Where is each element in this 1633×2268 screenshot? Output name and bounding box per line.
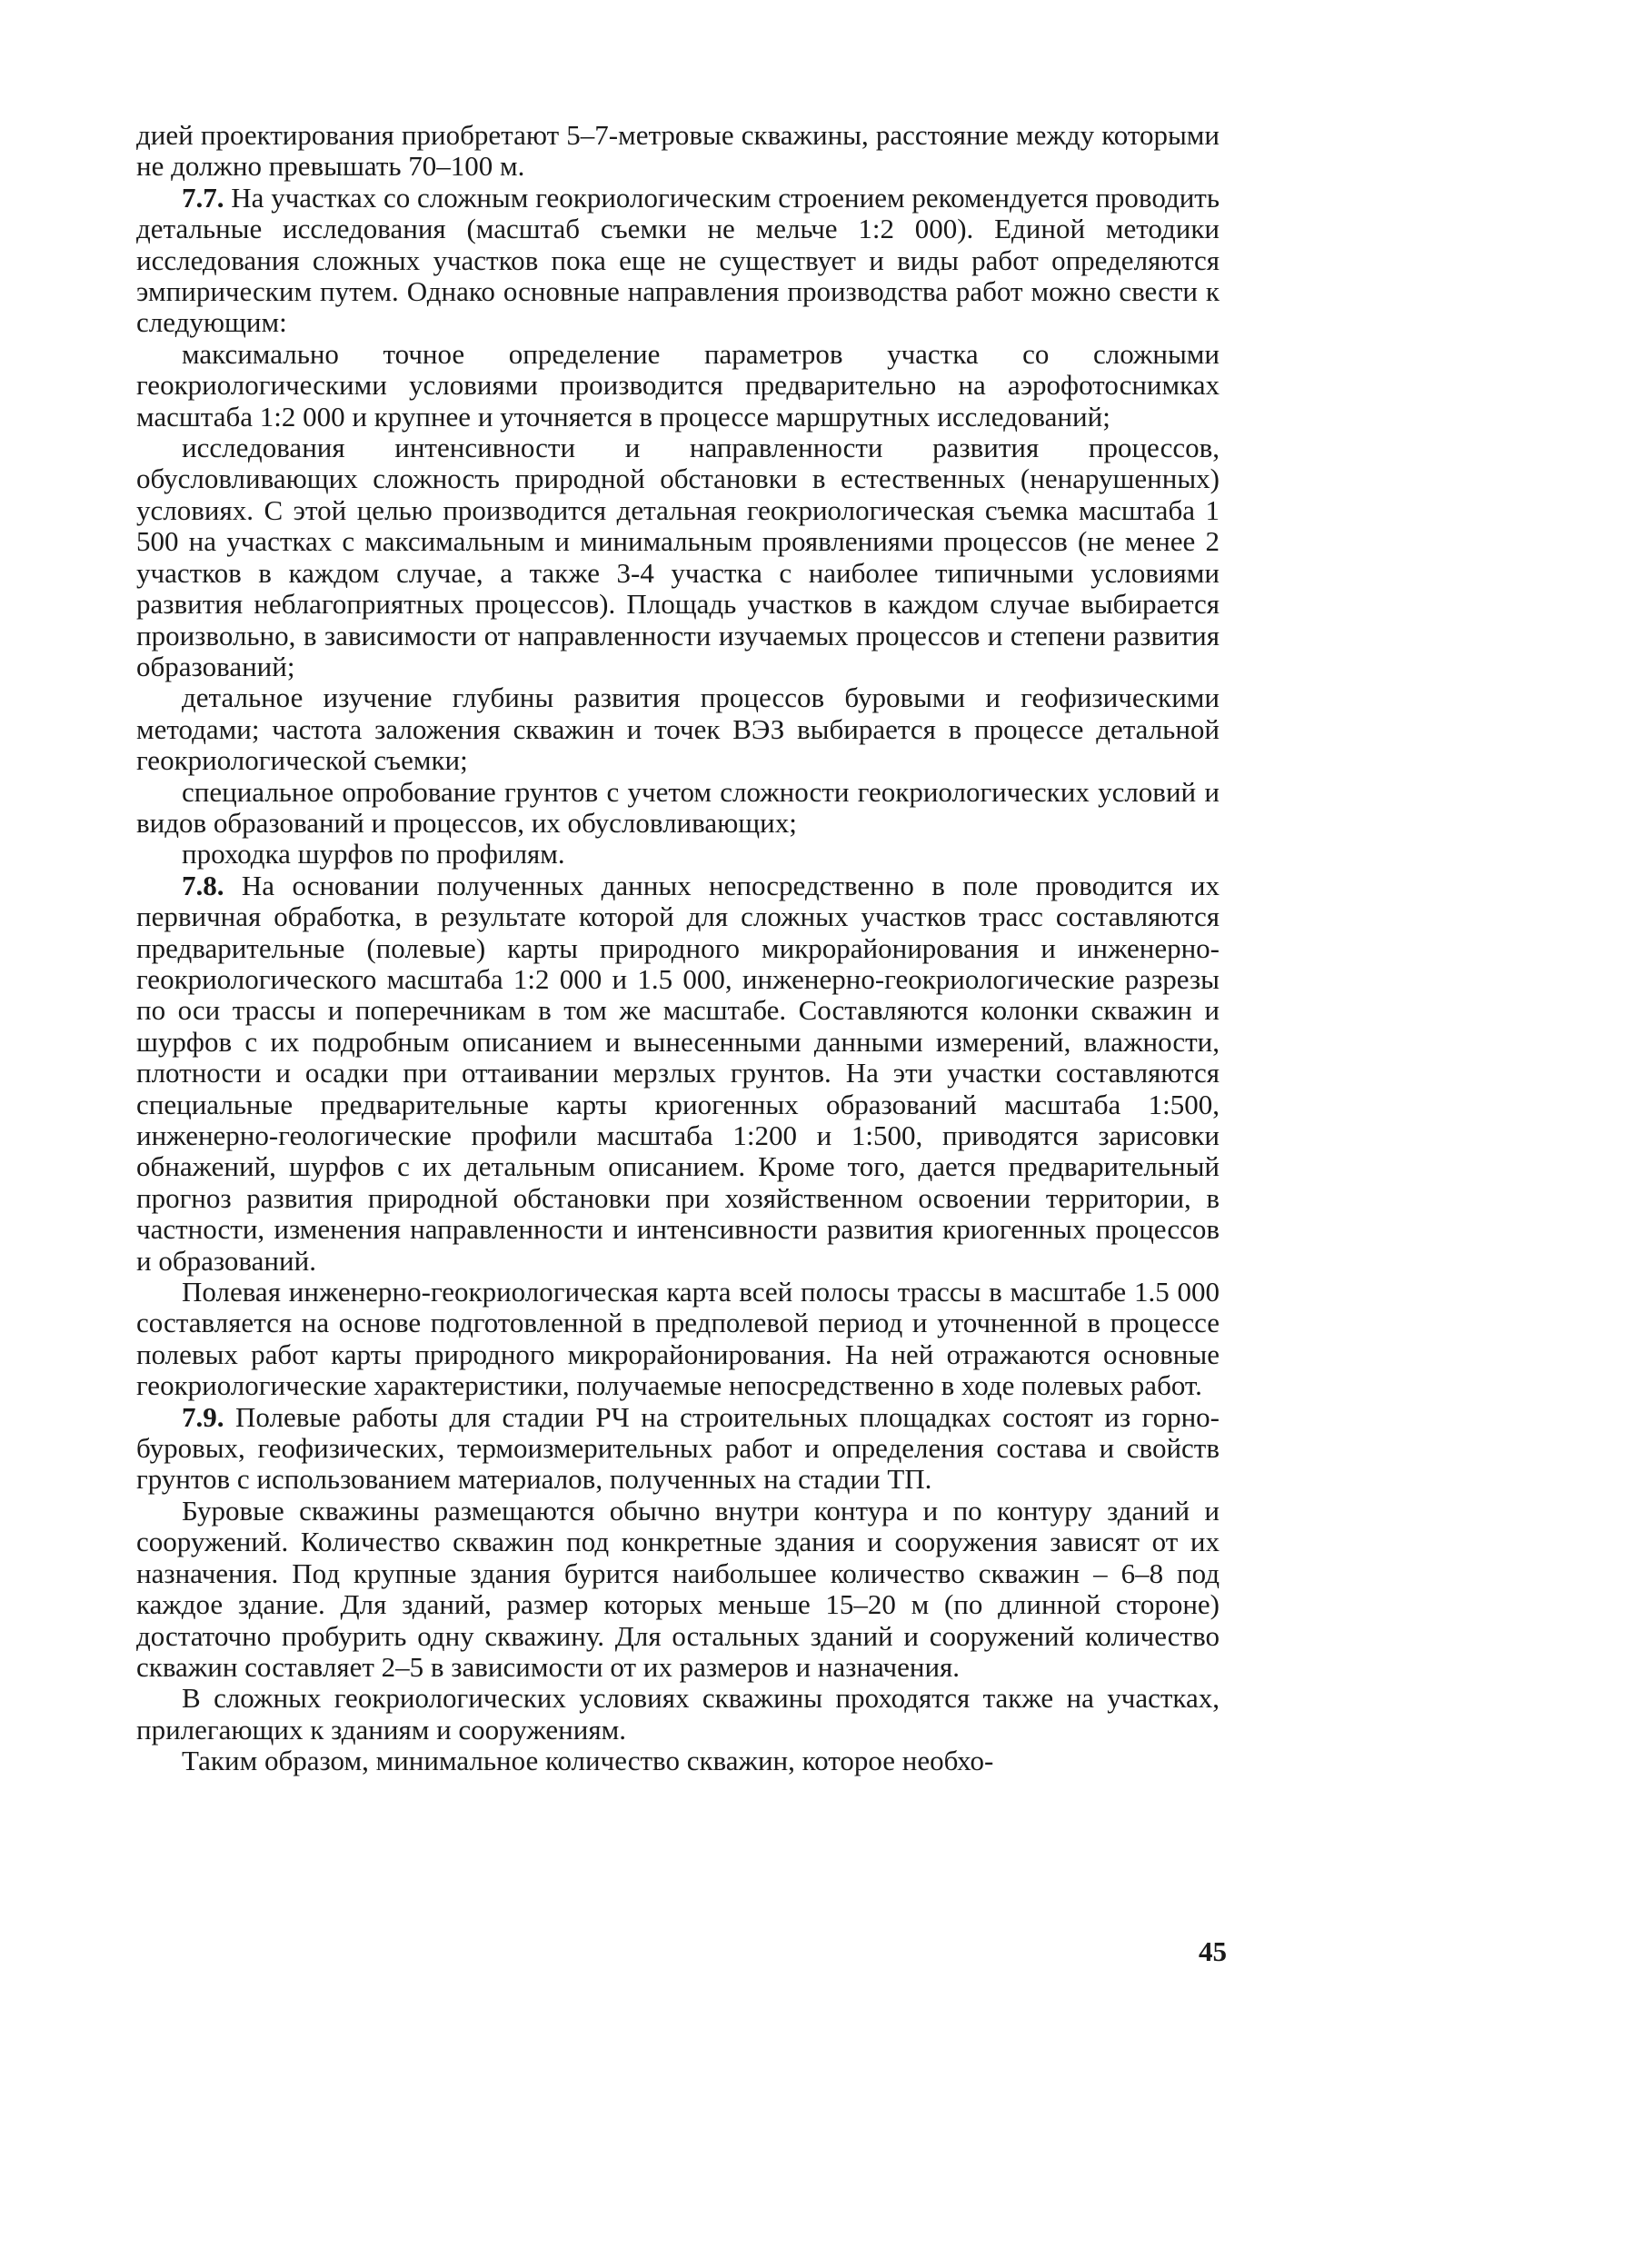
paragraph-list-item-3: детальное изучение глубины развития процессов буровыми и геофизическими методами; частота заложения скважин и точек ВЭЗ выбирается в процессе детальной геокриологической съемки; bbox=[136, 681, 1220, 777]
paragraph-7-8: 7.8. На основании полученных данных непосредственно в поле проводится их первичная обработка, в результате которой для сложных участков трасс составляются предварительные (полевые) карты природного микрорайонирования и инженерно-геокриологического масштаба 1:2 000 и 1.5 000, инженерно-геокриологические разрезы по оси трассы и поперечникам в том же масштабе. Составляются колонки скважин и шурфов с их подробным описанием и вынесенными данными измерений, влажности, плотности и осадки при оттаивании мерзлых грунтов. На эти участки составляются специальные предварительные карты криогенных образований масштаба 1:500, инженерно-геологические профили масштаба 1:200 и 1:500, приводятся зарисовки обнажений, шурфов с их детальным описанием. Кроме того, дается предварительный прогноз развития природной обстановки при хозяйственном освоении территории, в частности, изменения направленности и интенсивности развития криогенных процессов и образований. bbox=[136, 869, 1220, 1277]
paragraph-conclusion-start: Таким образом, минимальное количество скважин, которое необхо- bbox=[182, 1745, 994, 1777]
paragraph-7-7: 7.7. На участках со сложным геокриологическим строением рекомендуется проводить детальные исследования (масштаб съемки не мельче 1:2 000). Единой методики исследования сложных участков пока еще не существует и виды работ определяются эмпирическим путем. Однако основные направления производства работ можно свести к следующим: bbox=[136, 181, 1220, 339]
section-number: 7.8. bbox=[182, 869, 224, 901]
page-number: 45 bbox=[1199, 1935, 1227, 1967]
page-body bbox=[136, 120, 1220, 1777]
paragraph-list-item-4: специальное опробование грунтов с учетом сложности геокриологических условий и видов образований и процессов, их обусловливающих; bbox=[136, 775, 1220, 839]
section-number: 7.9. bbox=[182, 1400, 224, 1433]
paragraph-complex-conditions: В сложных геокриологических условиях скважины проходятся также на участках, прилегающих к зданиям и сооружениям. bbox=[136, 1682, 1220, 1746]
paragraph-list-item-2: исследования интенсивности и направленности развития процессов, обусловливающих сложность природной обстановки в естественных (ненарушенных) условиях. С этой целью производится детальная геокриологическая съемка масштаба 1 500 на участках с максимальным и минимальным проявлениями процессов (не менее 2 участков в каждом случае, а также 3-4 участка с наиболее типичными условиями развития неблагоприятных процессов). Площадь участков в каждом случае выбирается произвольно, в зависимости от направленности изучаемых процессов и степени развития образований; bbox=[136, 432, 1220, 682]
paragraph-list-item-1: максимально точное определение параметров участка со сложными геокриологическими условиями производится предварительно на аэрофотоснимках масштаба 1:2 000 и крупнее и уточняется в процессе маршрутных исследований; bbox=[136, 337, 1220, 433]
paragraph-continuation: дией проектирования приобретают 5–7-метровые скважины, расстояние между которыми не должно превышать 70–100 м. bbox=[136, 119, 1220, 183]
paragraph-list-item-5: проходка шурфов по профилям. bbox=[182, 838, 565, 870]
paragraph-boreholes: Буровые скважины размещаются обычно внутри контура и по контуру зданий и сооружений. Количество скважин под конкретные здания и сооружения зависят от их назначения. Под крупные здания бурится наибольшее количество скважин – 6–8 под каждое здание. Для зданий, размер которых меньше 15–20 м (по длинной стороне) достаточно пробурить одну скважину. Для остальных зданий и сооружений количество скважин составляет 2–5 в зависимости от их размеров и назначения. bbox=[136, 1494, 1220, 1683]
paragraph-field-map: Полевая инженерно-геокриологическая карта всей полосы трассы в масштабе 1.5 000 составляется на основе подготовленной в предполевой период и уточненной в процессе полевых работ карты природного микрорайонирования. На ней отражаются основные геокриологические характеристики, получаемые непосредственно в ходе полевых работ. bbox=[136, 1276, 1220, 1402]
section-number: 7.7. bbox=[182, 181, 224, 214]
paragraph-7-9: 7.9. Полевые работы для стадии РЧ на строительных площадках состоят из горно-буровых, геофизических, термоизмерительных работ и определения состава и свойств грунтов с использованием материалов, полученных на стадии ТП. bbox=[136, 1400, 1220, 1496]
